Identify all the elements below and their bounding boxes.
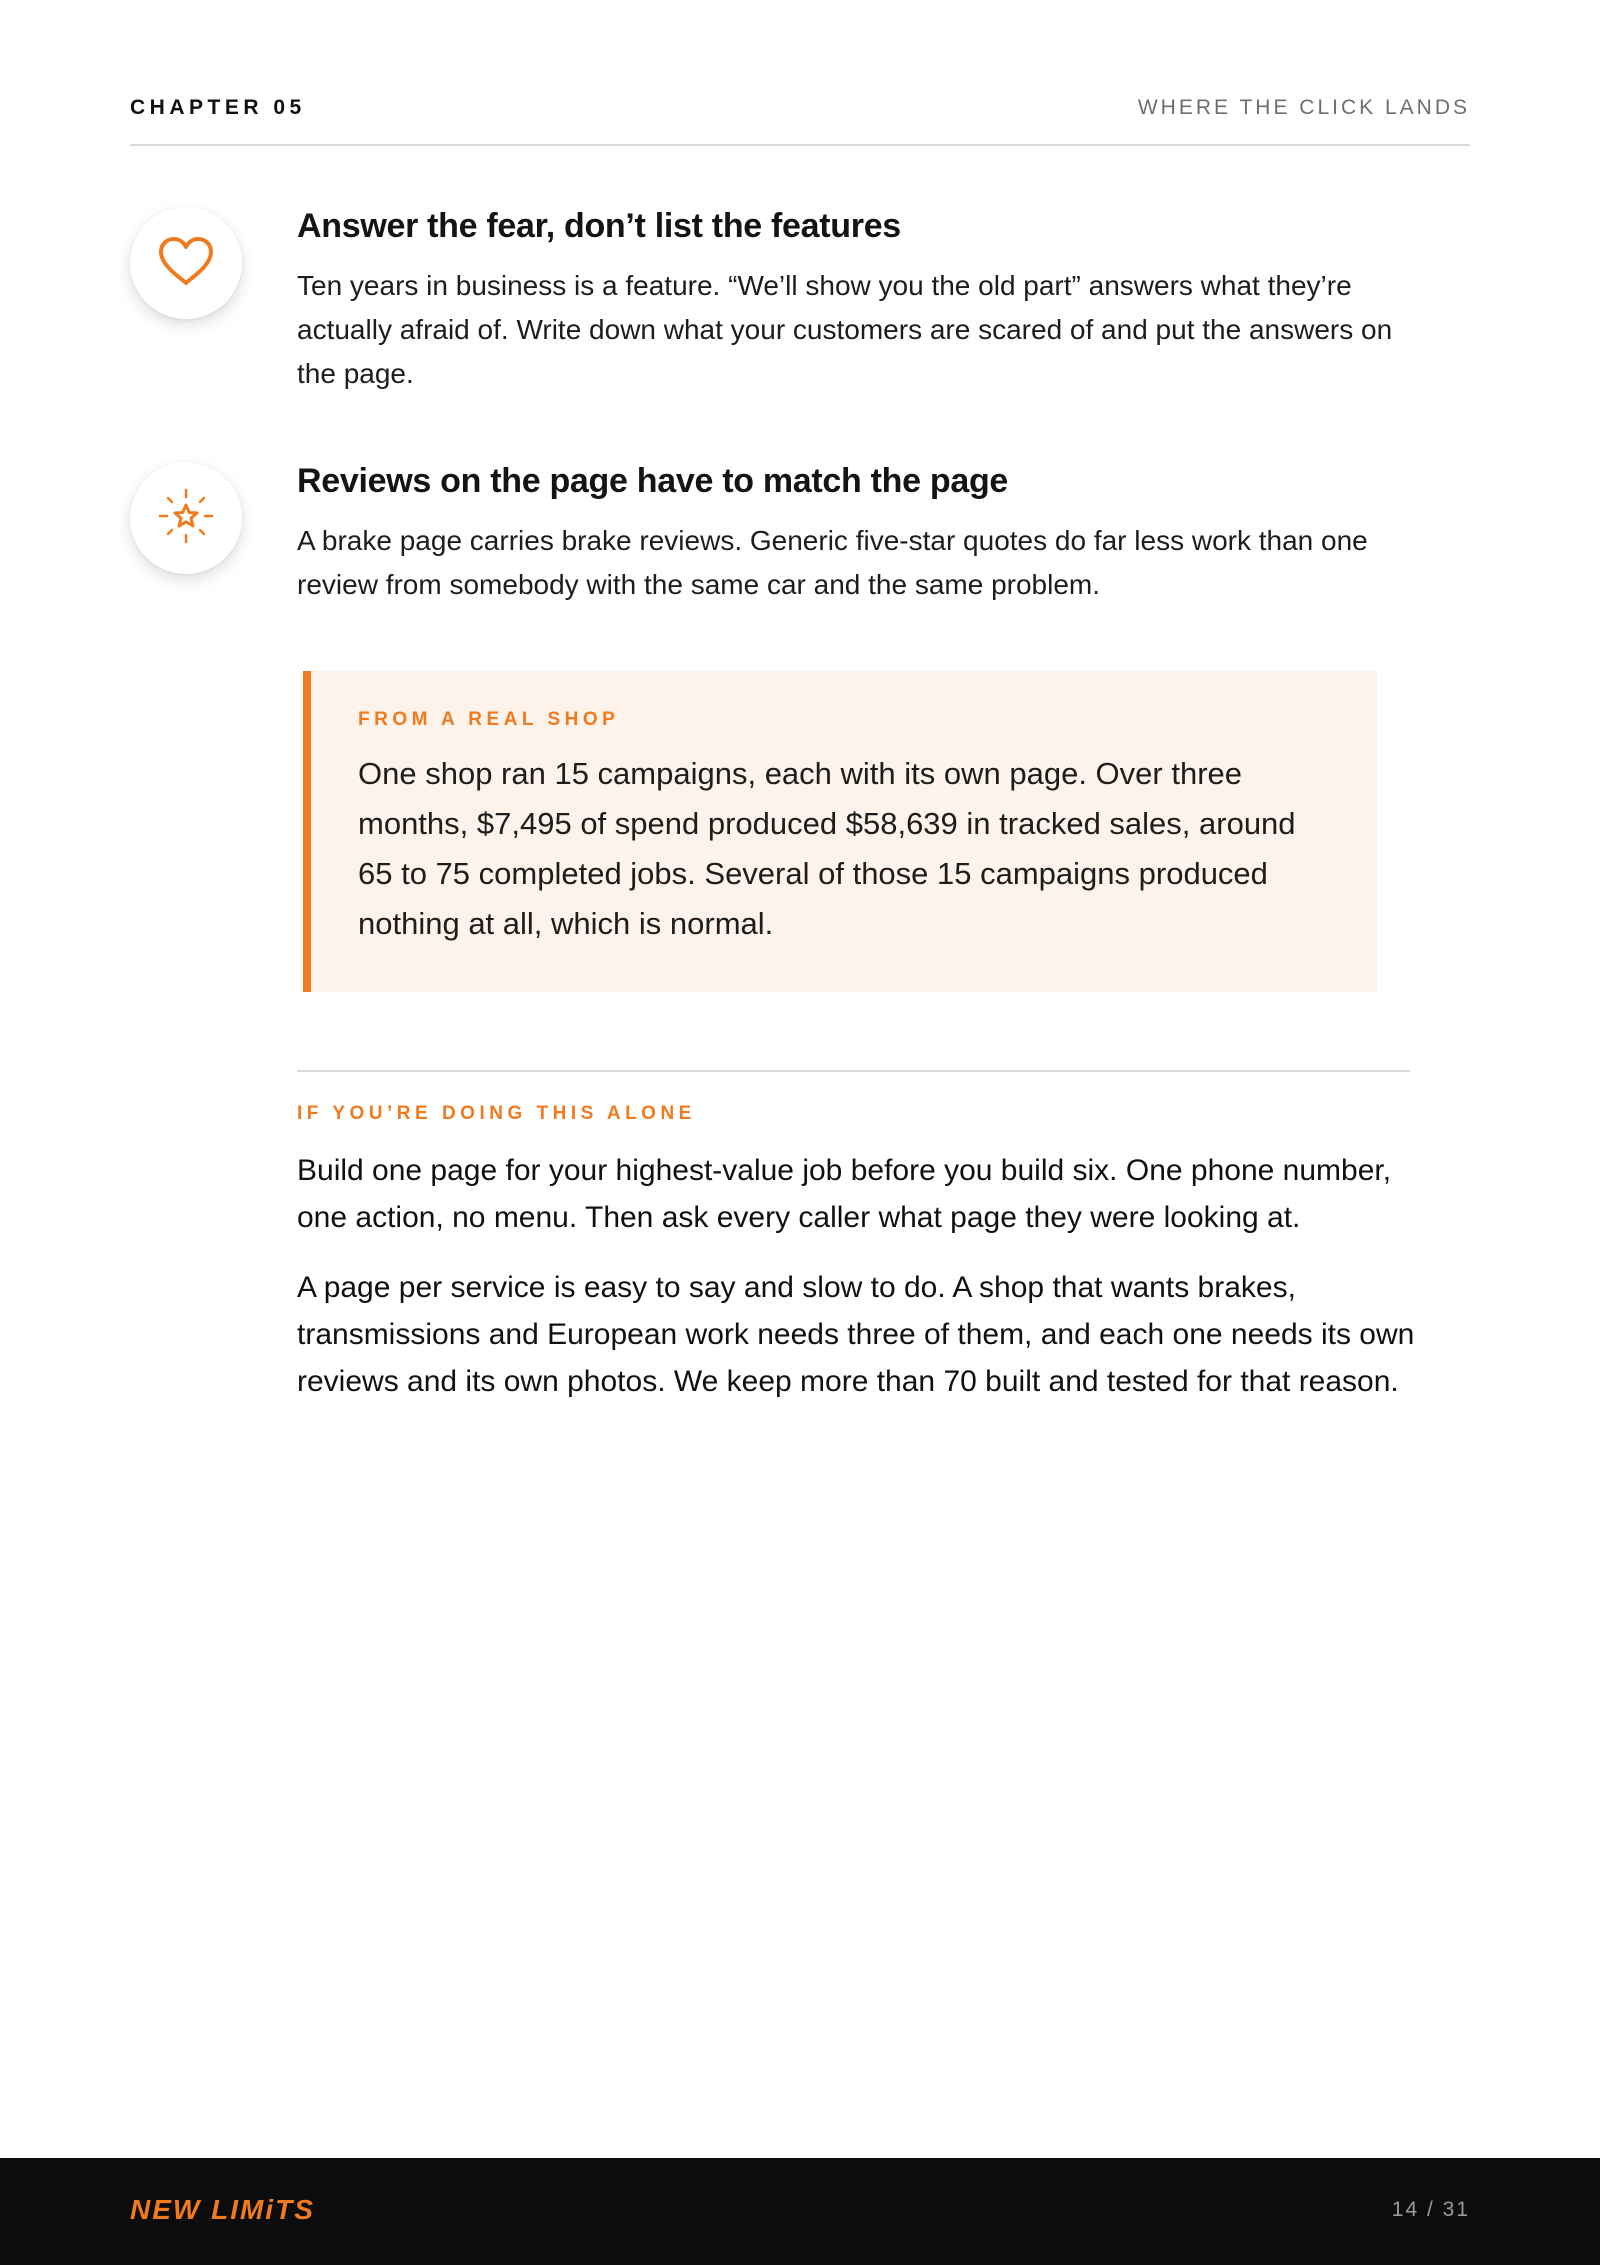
- star-sparkle-icon: [156, 486, 216, 551]
- callout-text: One shop ran 15 campaigns, each with its own page. Over three months, $7,495 of spend produced $58,639 in tracked sales, around 65 to 75 completed jobs. Several of those 15 campaigns produced nothing at all, which is normal.: [358, 756, 1296, 941]
- solo-advice-paragraph: A page per service is easy to say and slow to do. A shop that wants brakes, transmissions and European work needs three of them, and each one needs its own reviews and its own photos. We keep more than 70 built and tested for that reason.: [297, 1271, 1415, 1398]
- page-number: 14 / 31: [1391, 2198, 1470, 2221]
- solo-advice-paragraph: Build one page for your highest-value job before you build six. One phone number, one action, no menu. Then ask every caller what page they were looking at.: [297, 1154, 1392, 1234]
- brand-logo: NEW LIMiTS: [130, 2194, 315, 2225]
- heart-icon: [157, 235, 215, 292]
- page-header: [130, 96, 1470, 146]
- star-icon-badge: [130, 462, 242, 574]
- tip-title: Answer the fear, don’t list the features: [297, 207, 901, 245]
- tip-item-fear: [297, 206, 1397, 396]
- tip-body: A brake page carries brake reviews. Generic five-star quotes do far less work than one review from somebody with the same car and the same problem.: [297, 525, 1368, 600]
- tip-body: Ten years in business is a feature. “We’ll show you the old part” answers what they’re actually afraid of. Write down what your customers are scared of and put the answers on the page.: [297, 270, 1393, 389]
- solo-advice-label: IF YOU’RE DOING THIS ALONE: [297, 1103, 696, 1124]
- case-study-callout: [303, 671, 1377, 992]
- solo-advice-section: [297, 1103, 1417, 1428]
- section-title: WHERE THE CLICK LANDS: [1137, 96, 1470, 119]
- section-divider: [297, 1070, 1410, 1072]
- heart-icon-badge: [130, 207, 242, 319]
- page-footer: [0, 2158, 1600, 2265]
- tip-title: Reviews on the page have to match the page: [297, 462, 1009, 500]
- tip-item-reviews: [297, 461, 1397, 607]
- callout-label: FROM A REAL SHOP: [358, 709, 620, 730]
- chapter-label: CHAPTER 05: [130, 96, 306, 119]
